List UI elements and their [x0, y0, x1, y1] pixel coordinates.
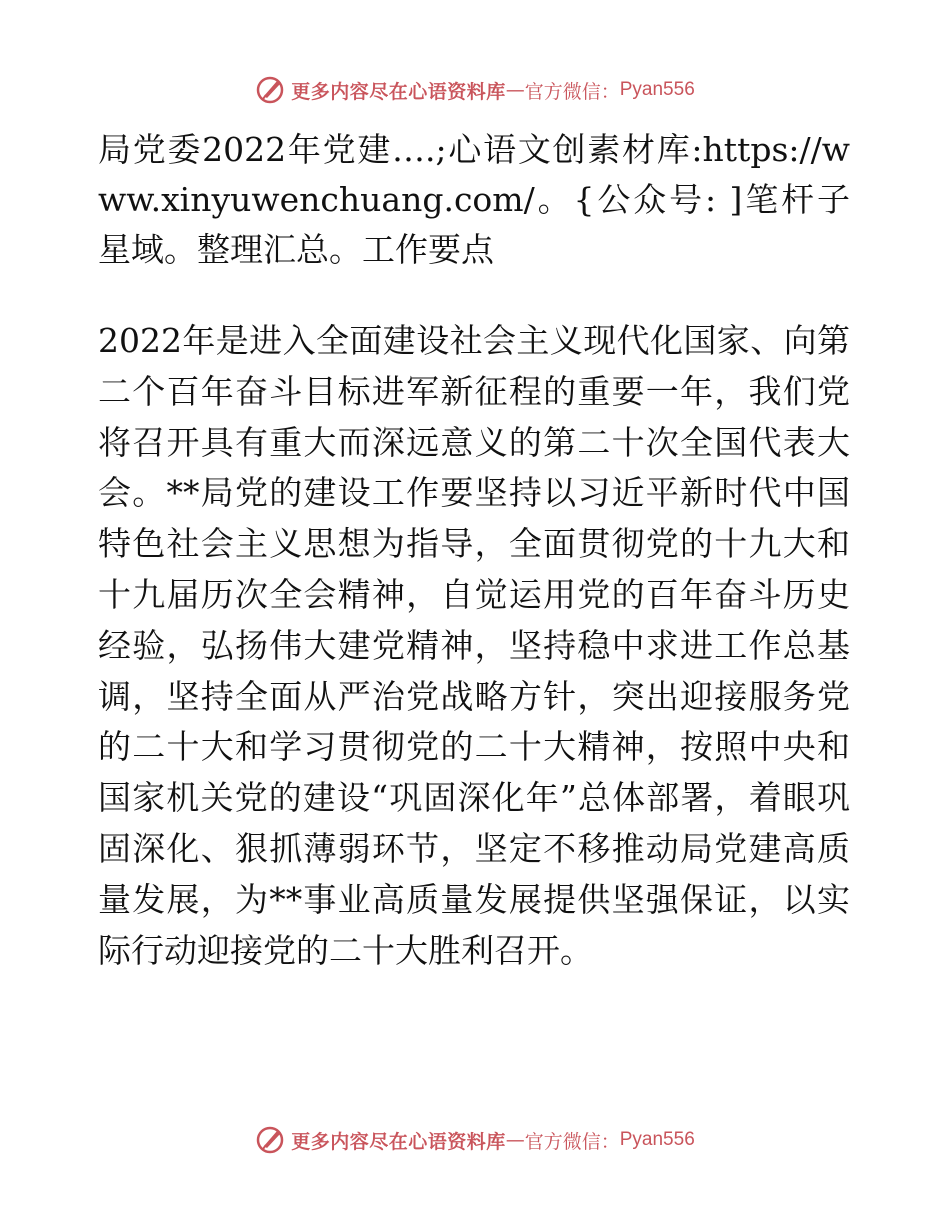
- body-paragraph: 2022年是进入全面建设社会主义现代化国家、向第二个百年奋斗目标进军新征程的重要一年，我们党将召开具有重大而深远意义的第二十次全国代表大会。**局党的建设工作要坚持以习近平新时代中国特色社会主义思想为指导，全面贯彻党的十九大和十九届历次全会精神，自觉运用党的百年奋斗历史经验，弘扬伟大建党精神，坚持稳中求进工作总基调，坚持全面从严治党战略方针，突出迎接服务党的二十大和学习贯彻党的二十大精神，按照中央和国家机关党的建设“巩固深化年”总体部署，着眼巩固深化、狠抓薄弱环节，坚定不移推动局党建高质量发展，为**事业高质量发展提供坚强保证，以实际行动迎接党的二十大胜利召开。: [98, 321, 850, 970]
- footer-watermark-banner: [0, 1120, 950, 1160]
- banner-separator: —: [505, 1129, 525, 1151]
- banner-wechat-label: 官方微信：: [524, 80, 620, 103]
- banner-slogan: 更多内容尽在心语资料库: [291, 80, 506, 103]
- banner-slogan: 更多内容尽在心语资料库: [291, 1130, 506, 1153]
- banner-wechat-id: Pyan556: [619, 1129, 695, 1150]
- banner-separator: —: [505, 79, 525, 101]
- banner-wechat-id: Pyan556: [619, 79, 695, 100]
- title-text: 局党委2022年党建….;心语文创素材库:https://www.xinyuwenchuang.com/。{公众号: ]笔杆子星域。整理汇总。工作要点: [98, 130, 850, 269]
- banner-wechat-label: 官方微信：: [524, 1130, 620, 1153]
- header-watermark-banner: [0, 70, 950, 110]
- quill-logo-icon: [255, 74, 287, 106]
- quill-logo-icon: [255, 1124, 287, 1156]
- document-body: [98, 316, 850, 976]
- document-title: [98, 125, 850, 275]
